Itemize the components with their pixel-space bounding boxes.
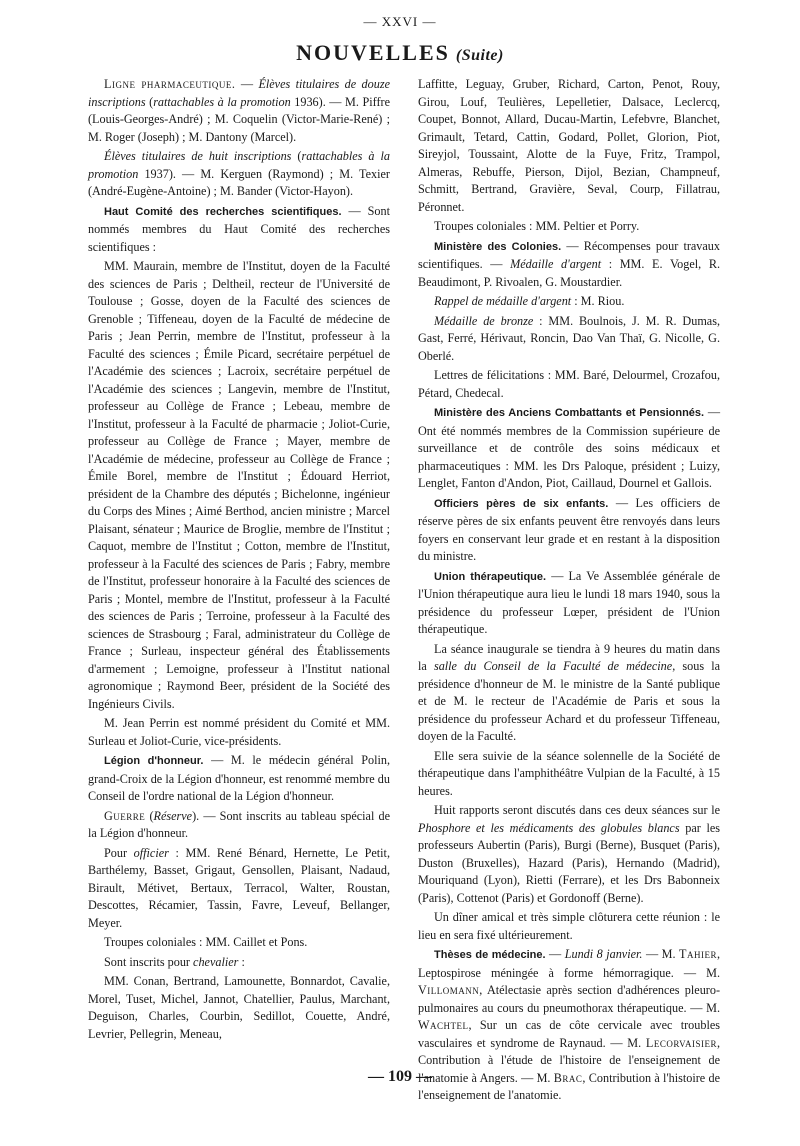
rubric-heading: Haut Comité des recherches scientifiques. [104, 205, 342, 218]
text: ( [145, 94, 154, 109]
title-text: NOUVELLES [296, 40, 450, 65]
paragraph-anciens-combattants [418, 404, 720, 493]
paragraph-chevalier-intro [88, 954, 390, 972]
text: Huit rapports seront discutés dans ces deux séances sur le [434, 803, 720, 817]
title-suite: (Suite) [455, 47, 504, 64]
rubric-heading: Légion d'honneur. [104, 755, 204, 767]
paragraph-seance-solennelle: Elle sera suivie de la séance solennelle de la Société de thérapeutique dans l'amphithéâtre Vulpian de la Faculté, à 15 heures. [418, 748, 720, 798]
paragraph-diner: Un dîner amical et très simple clôturera cette réunion : le lieu en sera fixé ultérieurement. [418, 910, 720, 942]
emphasis: rattachables à la promotion [153, 94, 291, 109]
rubric-heading: Guerre [104, 808, 146, 823]
section-title [0, 40, 800, 66]
paragraph-eleves-huit [88, 148, 390, 201]
paragraph-officiers-peres [418, 495, 720, 566]
paragraph-ligne-pharmaceutique [88, 76, 390, 146]
paragraph-chevalier-list-cont: Laffitte, Leguay, Gruber, Richard, Carton, Penot, Rouy, Girou, Louf, Teulières, Lepelletier, Dalsace, Leclercq, Coupet, Bonnot, Allard, Ducau-Martin, Lefebvre, Blanchet, Grimault, Tetard, Cattin, Godard, Pollet, Glorion, Piot, Sireyjol, Toussaint, Alotte de la Fuye, Fritz, Trampol, Almeras, Rebuffe, Pierson, Dijol, Bezian, Champneuf, Schmitt, Bertrand, Gravière, Seval, Courp, Fillatrau, Péronnet. [418, 77, 720, 214]
text: , sous la présidence d'honneur de M. le ministre de la Santé publique et de M. le recteur de l'Académie de Paris et sous la présidence du professeur Achard et du professeur Tiffeneau, doyen de la Faculté. [418, 659, 721, 743]
text: — [545, 947, 565, 961]
text: ). — Sont inscrits au tableau spécial de la Légion d'honneur. [88, 808, 390, 840]
rubric-heading: Union thérapeutique. [434, 570, 547, 583]
text: 1937). — M. Kerguen (Raymond) ; M. Texier (André-Eugène-Antoine) ; M. Bander (Victor-Hayon). [88, 166, 390, 198]
emphasis: chevalier [193, 954, 239, 969]
text: , Contribution à l'histoire de l'enseignement de l'anatomie. [418, 1070, 720, 1102]
paragraph-ministere-colonies [418, 238, 720, 292]
text: : MM. Boulnois, J. M. R. Dumas, Gast, Ferré, Hérivaut, Roncin, Dao Van Thaï, G. Nicolle, G. Oberlé. [418, 313, 720, 363]
separator: — [235, 77, 259, 91]
emphasis: Lundi 8 janvier. [564, 947, 643, 961]
paragraph-haut-comite [88, 203, 390, 257]
paragraph-troupes-coloniales-2: Troupes coloniales : MM. Peltier et Porry. [434, 219, 640, 233]
paragraph-guerre [88, 808, 390, 843]
paragraph-legion-honneur [88, 752, 390, 806]
rubric-heading: Ministère des Colonies. [434, 240, 562, 253]
paragraph-lettres-felicitations: Lettres de félicitations : MM. Baré, Delourmel, Crozafou, Pétard, Chedecal. [418, 368, 720, 400]
emphasis: Élèves titulaires de huit inscriptions [104, 149, 292, 163]
text: , Sur un cas de côte cervicale avec troubles vasculaires et syndrome de Raynaud. — M. [418, 1018, 720, 1050]
author-name: Lecorvaisier [645, 1035, 717, 1050]
author-name: Villomann [418, 983, 480, 997]
author-name: Brac [553, 1070, 583, 1085]
text: — M. le médecin général Polin, grand-Croix de la Légion d'honneur, est renommé membre du Conseil de l'ordre national de la Légion d'honneur. [88, 753, 390, 803]
paragraph-medaille-bronze [418, 313, 720, 366]
text: , Atélectasie après section d'adhérences pleuro-pulmonaires au cours du pneumothorax thérapeutique. — M. [418, 983, 720, 1015]
paragraph-seance-inaugurale [418, 641, 720, 746]
text: — M. [642, 947, 679, 961]
text: 1936). — M. Piffre (Louis-Georges-André) ; M. Coquelin (Victor-Marie-René) ; M. Roger (Joseph) ; M. Dantony (Marcel). [88, 94, 391, 144]
emphasis: Phosphore et les médicaments des globules blancs [418, 820, 680, 835]
text: , Contribution à l'étude de l'histoire de l'enseignement de l'anatomie à Angers. — M. [418, 1035, 720, 1085]
text: ( [291, 149, 302, 163]
text: Pour [104, 845, 134, 860]
text: : M. Riou. [571, 294, 625, 308]
text: : MM. E. Vogel, R. Beaudimont, P. Rivoalen, G. Moustardier. [418, 257, 721, 289]
text: — Les officiers de réserve pères de six enfants peuvent être renvoyés dans leurs foyers en conservant leur grade et en restant à la disposition du ministre. [418, 495, 720, 563]
rubric-heading: Officiers pères de six enfants. [434, 497, 609, 510]
text: : [238, 954, 245, 969]
text: — Ont été nommés membres de la Commission supérieure de surveillance et de contrôle des soins médicaux et pharmaceutiques : MM. les Drs Paloque, président ; Luizy, Lenglet, Fanton d'Andon, Piot, Caillaud, Dournel et Gallois. [418, 405, 721, 490]
paragraph-huit-rapports [418, 802, 720, 907]
right-column [418, 76, 720, 1107]
paragraph-rappel-medaille [418, 293, 720, 311]
emphasis: rattachables à la promotion [88, 149, 390, 181]
paragraph-chevalier-list: MM. Conan, Bertrand, Lamounette, Bonnardot, Cavalie, Morel, Tuset, Michel, Jannot, Chatellier, Paulus, Marchant, Deguison, Charles, Courbin, Sedillot, Couette, André, Levrier, Pellegrin, Meneau, [88, 974, 390, 1041]
paragraph-officier [88, 845, 390, 933]
emphasis: Médaille d'argent [510, 257, 602, 271]
emphasis: Élèves titulaires de douze inscriptions [88, 77, 390, 109]
emphasis: salle du Conseil de la Faculté de médecine [433, 659, 673, 673]
paragraph-president: M. Jean Perrin est nommé président du Comité et MM. Surleau et Joliot-Curie, vice-présidents. [88, 716, 390, 748]
paragraph-troupes-coloniales: Troupes coloniales : MM. Caillet et Pons. [104, 935, 308, 949]
page-number: — 109 — [368, 1068, 432, 1085]
roman-folio: — XXVI — [363, 14, 437, 29]
text: La séance inaugurale se tiendra à 9 heures du matin dans la [418, 641, 720, 673]
text: — Récompenses pour travaux scientifiques. — [418, 238, 720, 271]
author-name: Wachtel [418, 1018, 469, 1032]
paragraph-union-therapeutique [418, 568, 720, 639]
rubric-heading: Thèses de médecine. [434, 949, 546, 961]
emphasis: Réserve [153, 808, 193, 823]
text: , Leptospirose méningée à forme hémorragique. — M. [418, 947, 720, 980]
emphasis: Médaille de bronze [434, 313, 534, 328]
text: : MM. René Bénard, Hernette, Le Petit, Barthélemy, Basset, Grigaut, Gensollen, Plaisant, Nadaud, Birault, Métivet, Bertaux, Terracol, Walter, Roustan, Descottes, Récamier, Tassin, Favre, Leveuf, Bellanger, Meyer. [88, 845, 390, 930]
text: — La Ve Assemblée générale de l'Union thérapeutique aura lieu le lundi 18 mars 1940, sous la présidence du professeur Lœper, président de l'Union thérapeutique. [418, 568, 721, 636]
left-column [88, 76, 390, 1045]
text: ( [145, 808, 154, 823]
text: — Sont nommés membres du Haut Comité des recherches scientifiques : [88, 203, 390, 254]
author-name: Tahier [679, 947, 717, 961]
text: Sont inscrits pour [104, 954, 194, 969]
text: par les professeurs Aubertin (Paris), Burgi (Berne), Busquet (Paris), Duston (Bruxelles), Hazard (Paris), Hernando (Madrid), Mouriquand (Lyon), Rietti (Ferrare), et les Drs Babonneix (Paris), Cottenot (Paris) et Gordonoff (Berne). [418, 820, 720, 905]
rubric-heading: Ligne pharmaceutique. [104, 77, 236, 91]
paragraph-members-list: MM. Maurain, membre de l'Institut, doyen de la Faculté des sciences de Paris ; Deltheil, recteur de l'Université de Toulouse ; Gosse, doyen de la Faculté des sciences de Grenoble ; Tiffeneau, doyen de la Faculté de médecine de Paris ; Jean Perrin, membre de l'Institut, professeur à la Faculté des sciences ; Émile Picard, secrétaire perpétuel de l'Académie des sciences ; Lacroix, secrétaire perpétuel de l'Académie des sciences ; Langevin, membre de l'Institut, professeur au Collège de France ; Lebeau, membre de l'Institut, professeur à la Faculté de pharmacie ; Joliot-Curie, professeur au Collège de France ; Mayer, membre de l'Académie de médecine, professeur au Collège de France ; Émile Borel, membre de l'Institut ; Édouard Herriot, président de la Chambre des députés ; Bichelonne, ingénieur du Corps des Mines ; Aimé Berthod, ancien ministre ; Marcel Plaisant, sénateur ; Maurice de Broglie, membre de l'Institut ; Caquot, membre de l'Institut ; Cotton, membre de l'Institut, professeur à la Faculté des sciences de Paris ; Fabry, membre de l'Institut, professeur honoraire à la Faculté des sciences de Paris ; Montel, membre de l'Institut, professeur à la Faculté des sciences de Paris ; Terroine, professeur à la Faculté des sciences de Strasbourg ; Faral, administrateur du Collège de France ; Surleau, inspecteur général des Établissements d'armement ; Lemoigne, professeur à l'Institut national agronomique ; Raymond Beer, président de la Société des Ingénieurs Civils. [88, 259, 390, 711]
emphasis: officier [133, 845, 169, 860]
rubric-heading: Ministère des Anciens Combattants et Pensionnés. [434, 407, 705, 419]
emphasis: Rappel de médaille d'argent [434, 294, 572, 308]
